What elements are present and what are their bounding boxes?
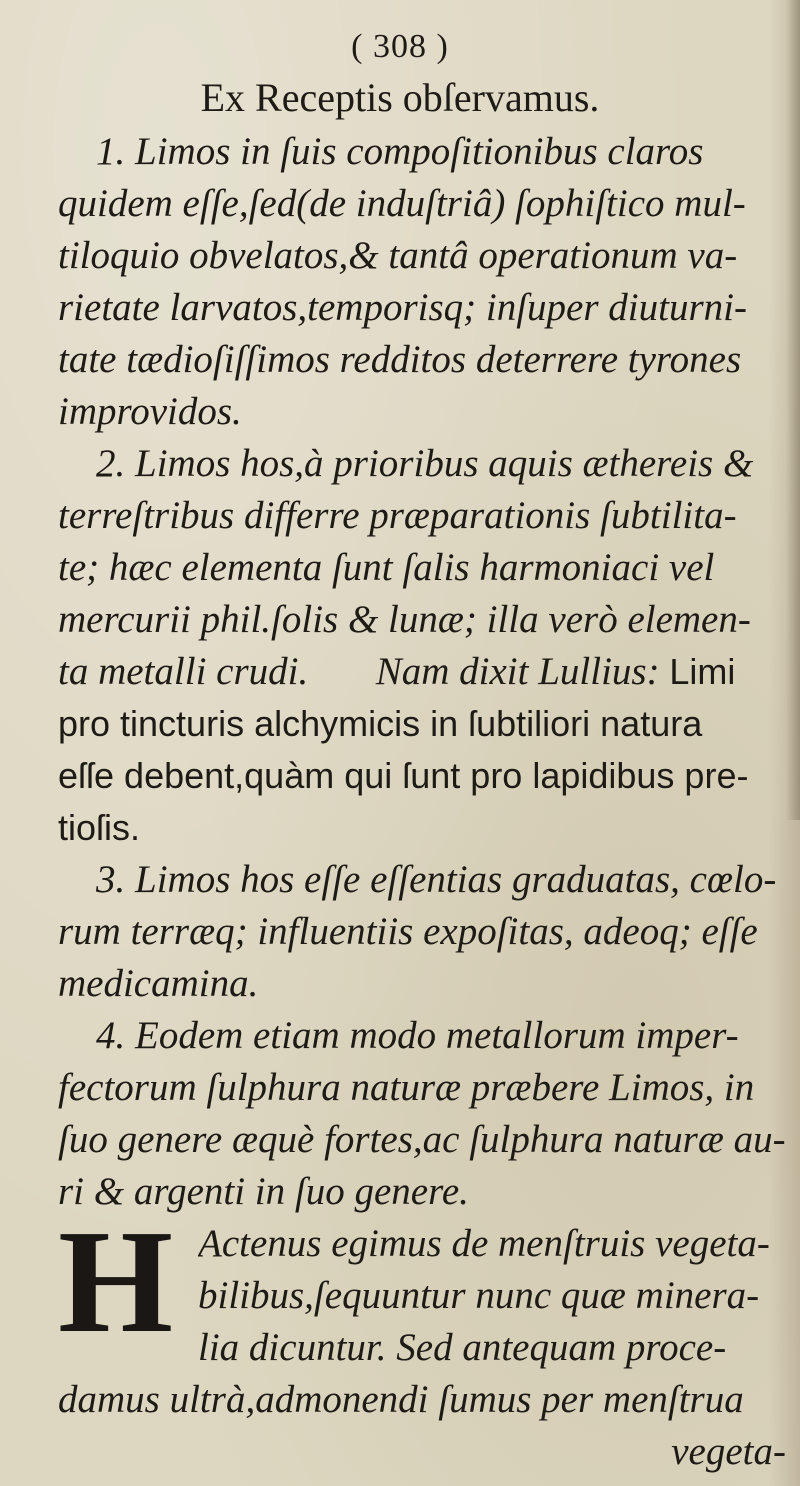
text-line — [58, 646, 786, 698]
text-line: damus ultrà,admonendi ſumus per menſtrua — [58, 1378, 744, 1421]
running-title: Ex Receptis obſervamus. — [200, 75, 600, 120]
text-line: tioſis. — [58, 807, 141, 848]
text-line: pro tincturis alchymicis in ſubtiliori natura — [58, 703, 703, 744]
text-line: Actenus egimus de menſtruis vegeta- — [198, 1222, 770, 1265]
text-line: 3. Limos hos eſſe eſſentias graduatas, cœlo- — [96, 858, 777, 901]
text-line: lia dicuntur. Sed antequam proce- — [198, 1326, 727, 1369]
text-fragment-roman: Limi — [669, 651, 736, 692]
text-line: ſuo genere æquè fortes,ac ſulphura naturæ au- — [58, 1118, 786, 1161]
text-line: rietate larvatos,temporisq; inſuper diuturni- — [58, 286, 747, 329]
text-line: 2. Limos hos,à prioribus aquis æthereis & — [96, 442, 754, 485]
text-line: improvidos. — [58, 390, 242, 433]
text-line: terreſtribus differre præparationis ſubtilita- — [58, 494, 737, 537]
text-line: quidem eſſe,ſed(de induſtriâ) ſophiſtico mul- — [58, 182, 746, 225]
page-number: ( 308 ) — [351, 28, 449, 65]
text-line: bilibus,ſequuntur nunc quæ minera- — [198, 1274, 760, 1317]
text-line: medicamina. — [58, 962, 259, 1005]
text-line: tate tædioſiſſimos redditos deterrere tyrones — [58, 338, 742, 381]
text-line: 1. Limos in ſuis compoſitionibus claros — [96, 130, 704, 173]
text-line: mercurii phil.ſolis & lunæ; illa verò elemen- — [58, 598, 751, 641]
text-line: rum terræq; influentiis expoſitas, adeoq; eſſe — [58, 910, 758, 953]
text-line: fectorum ſulphura naturæ præbere Limos, in — [58, 1066, 755, 1109]
text-line: te; hæc elementa ſunt ſalis harmoniaci vel — [58, 546, 715, 589]
drop-cap: H — [58, 1200, 174, 1364]
page-edge-shadow — [786, 0, 800, 820]
text-line: 4. Eodem etiam modo metallorum imper- — [96, 1014, 739, 1057]
text-fragment-italic: Nam dixit Lullius: — [375, 650, 660, 693]
text-fragment-italic: ta metalli crudi. — [58, 650, 309, 693]
text-line: ri & argenti in ſuo genere. — [58, 1170, 469, 1213]
text-line: eſſe debent,quàm qui ſunt pro lapidibus pre- — [58, 755, 749, 796]
catchword: vegeta- — [671, 1430, 786, 1473]
text-line: tiloquio obvelatos,& tantâ operationum va- — [58, 234, 738, 277]
